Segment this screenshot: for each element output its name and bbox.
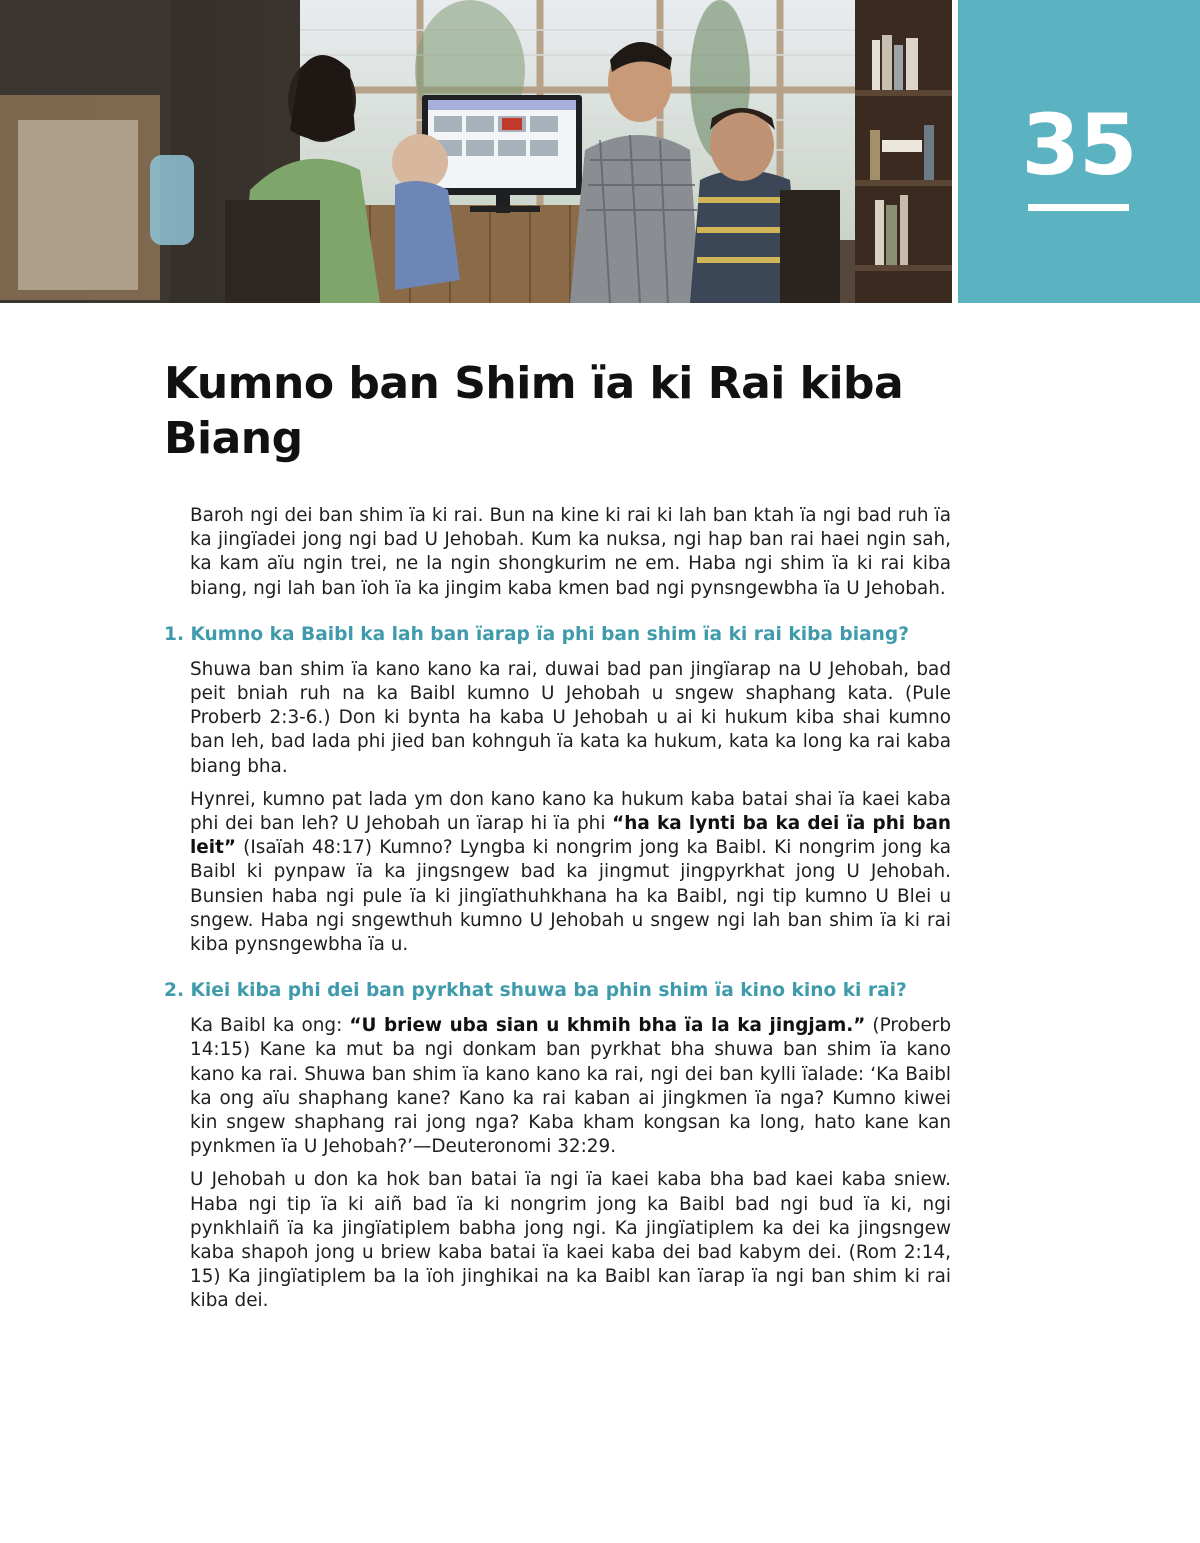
section-1-paragraph-2-text-a: Hynrei, kumno pat lada ym don kano kano ka hukum kaba batai shai ïa kaei kaba phi dei ban leh? U Jehobah un ïarap hi ïa phi: [190, 788, 951, 835]
lesson-body: [164, 504, 952, 1323]
section-2-paragraph-1-text-b: (Proberb 14:15) Kane ka mut ba ngi donkam ban pyrkhat bha shuwa ban shim ïa kano kano ka rai. Shuwa ban shim ïa kano kano ka rai, ngi dei ban kylli ïalade: ‘Ka Baibl ka ong aïu shaphang kane? Kano ka rai kaban ai jingkmen ïa nga? Kumno kiwei kin sngew shaphang rai jong nga? Kaba kham kongsan ka long, hato kane kan pynkmen ïa U Jehobah?’—Deuteronomi 32:29.: [190, 1015, 951, 1158]
chapter-number: 35: [1021, 96, 1137, 194]
section-2-paragraph-1: [190, 1014, 951, 1159]
lesson-title: Kumno ban Shim ïa ki Rai kiba Biang: [164, 358, 904, 464]
section-1-paragraph-2: [190, 788, 951, 957]
chapter-number-box: [958, 0, 1200, 303]
intro-paragraph: Baroh ngi dei ban shim ïa ki rai. Bun na kine ki rai ki lah ban ktah ïa ngi bad ruh ïa ka jingïadei jong ngi bad U Jehobah. Kum ka nuksa, ngi hap ban rai haei ngin sah, ka kam aïu ngin trei, ne la ngin shongkurim ne em. Haba ngi shim ïa ki rai kiba biang, ngi lah ban ïoh ïa ka jingim kaba kmen bad ngi pynsngewbha ïa U Jehobah.: [190, 505, 951, 599]
section-1-paragraph-2-text-b: (Isaïah 48:17) Kumno? Lyngba ki nongrim jong ka Baibl. Ki nongrim jong ka Baibl ki pynpaw ïa ka jingsngew bad ka jingmut jingpyrkhat jong U Jehobah. Bunsien haba ngi pule ïa ki jingïathuhkhana ha ka Baibl, ngi tip kumno U Blei u sngew. Haba ngi sngewthuh kumno U Jehobah u sngew ngi lah ban shim ïa ki rai kiba pynsngewbha ïa u.: [190, 837, 951, 956]
section-2-paragraph-2: U Jehobah u don ka hok ban batai ïa ngi ïa kaei kaba bha bad kaei kaba sniew. Haba ngi tip ïa ki aiñ bad ïa ki nongrim jong ka Baibl bad ngi bud ïa ki, ngi pynkhlaiñ ïa ka jingïatiplem babha jong ngi. Ka jingïatiplem ka dei ka jingsngew kaba shapoh jong u briew kaba batai ïa kaei kaba dei bad kabym dei. (Rom 2:14, 15) Ka jingïatiplem ba la ïoh jinghikai na ka Baibl kan ïarap ïa ngi ban shim ki rai kiba dei.: [190, 1169, 951, 1312]
section-1-question: 1. Kumno ka Baibl ka lah ban ïarap ïa phi ban shim ïa ki rai kiba biang?: [164, 623, 909, 645]
section-1-paragraph-1: Shuwa ban shim ïa kano kano ka rai, duwai bad pan jingïarap na U Jehobah, bad peit bniah ruh na ka Baibl kumno U Jehobah u sngew shaphang kata. (Pule Proberb 2:3-6.) Don ki bynta ha kaba U Jehobah u ai ki hukum kiba shai kumno ban leh, bad lada phi jied ban kohnguh ïa kata ka hukum, kata ka long ka rai kaba biang bha.: [190, 658, 951, 777]
section-2-paragraph-1-text-a: Ka Baibl ka ong:: [190, 1015, 350, 1037]
hero-photo: [0, 0, 952, 303]
chapter-number-underline: [1028, 204, 1129, 211]
section-2-question: 2. Kiei kiba phi dei ban pyrkhat shuwa ba phin shim ïa kino kino ki rai?: [164, 980, 907, 1002]
section-1-paragraph-2-quote: “ha ka lynti ba ka dei ïa phi ban leit”: [190, 813, 952, 859]
section-2-paragraph-1-quote: “U briew uba sian u khmih bha ïa la ka jingjam.”: [349, 1015, 866, 1037]
